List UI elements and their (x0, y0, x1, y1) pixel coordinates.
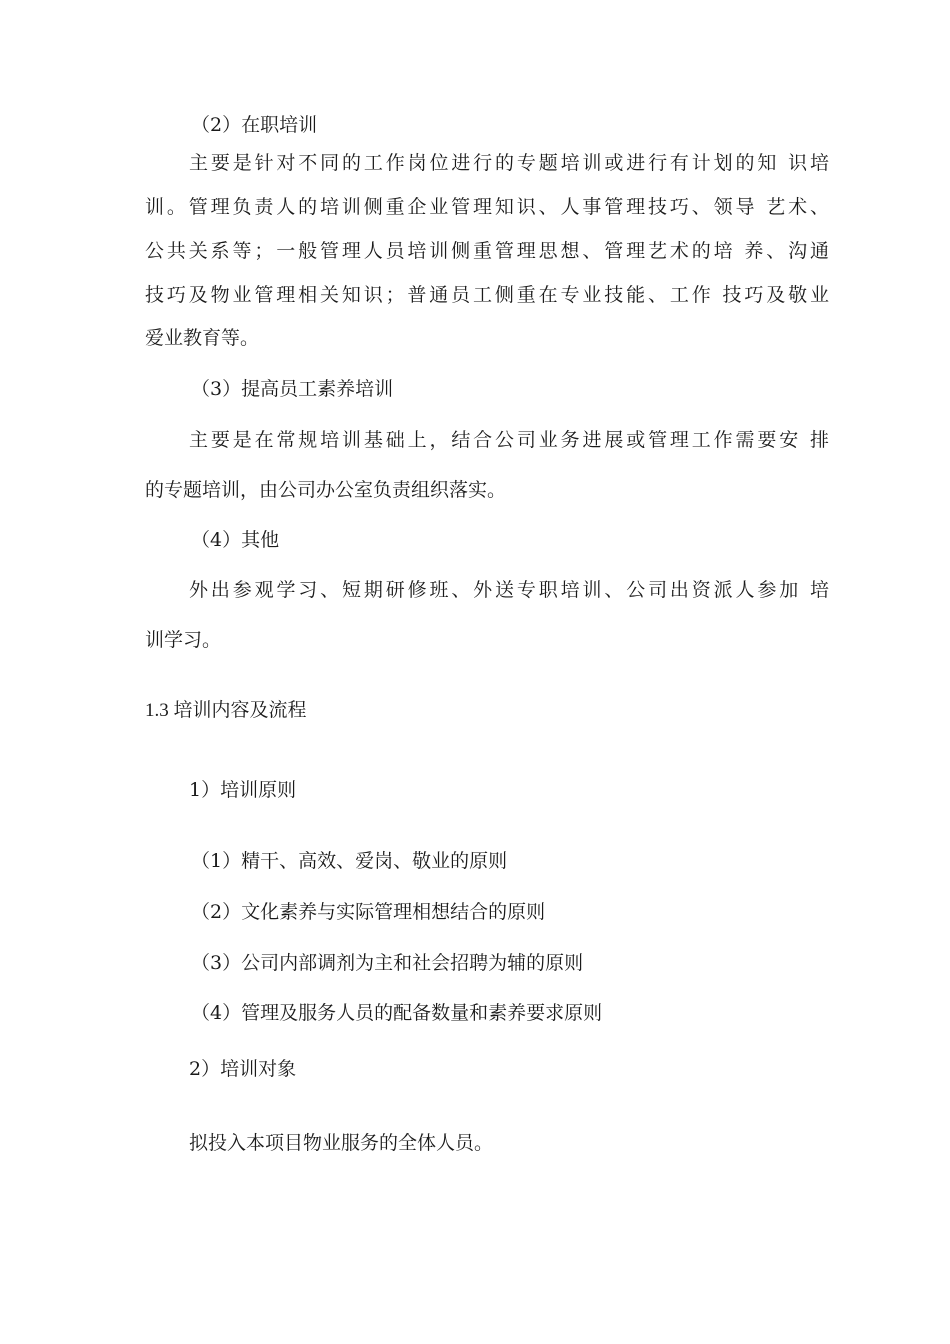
paragraph-line: 外出参观学习、短期研修班、外送专职培训、公司出资派人参加 培 (189, 579, 829, 601)
principles-title: 1）培训原则 (189, 779, 297, 801)
principle-item: （2）文化素养与实际管理相想结合的原则 (191, 901, 546, 923)
paragraph-line: 公共关系等；一般管理人员培训侧重管理思想、管理艺术的培 养、沟通 (145, 240, 829, 262)
chapter-heading: 1.3 培训内容及流程 (145, 700, 307, 721)
paragraph-line: 训学习。 (145, 629, 222, 651)
section-title-other: （4）其他 (191, 529, 280, 551)
principle-item: （1）精干、高效、爱岗、敬业的原则 (191, 850, 508, 872)
paragraph-line: 主要是针对不同的工作岗位进行的专题培训或进行有计划的知 识培 (189, 152, 829, 174)
paragraph-line: 训。管理负责人的培训侧重企业管理知识、人事管理技巧、领导 艺术、 (145, 196, 829, 218)
section-title-on-job-training: （2）在职培训 (191, 114, 318, 136)
section-title-quality-training: （3）提高员工素养培训 (191, 378, 394, 400)
paragraph-line: 爱业教育等。 (145, 327, 260, 349)
principle-item: （3）公司内部调剂为主和社会招聘为辅的原则 (191, 952, 584, 974)
targets-title: 2）培训对象 (189, 1058, 297, 1080)
paragraph-line: 技巧及物业管理相关知识；普通员工侧重在专业技能、工作 技巧及敬业 (145, 284, 829, 306)
targets-text: 拟投入本项目物业服务的全体人员。 (189, 1132, 494, 1154)
principle-item: （4）管理及服务人员的配备数量和素养要求原则 (191, 1002, 603, 1024)
paragraph-line: 主要是在常规培训基础上，结合公司业务进展或管理工作需要安 排 (189, 429, 829, 451)
paragraph-line: 的专题培训，由公司办公室负责组织落实。 (145, 479, 507, 501)
